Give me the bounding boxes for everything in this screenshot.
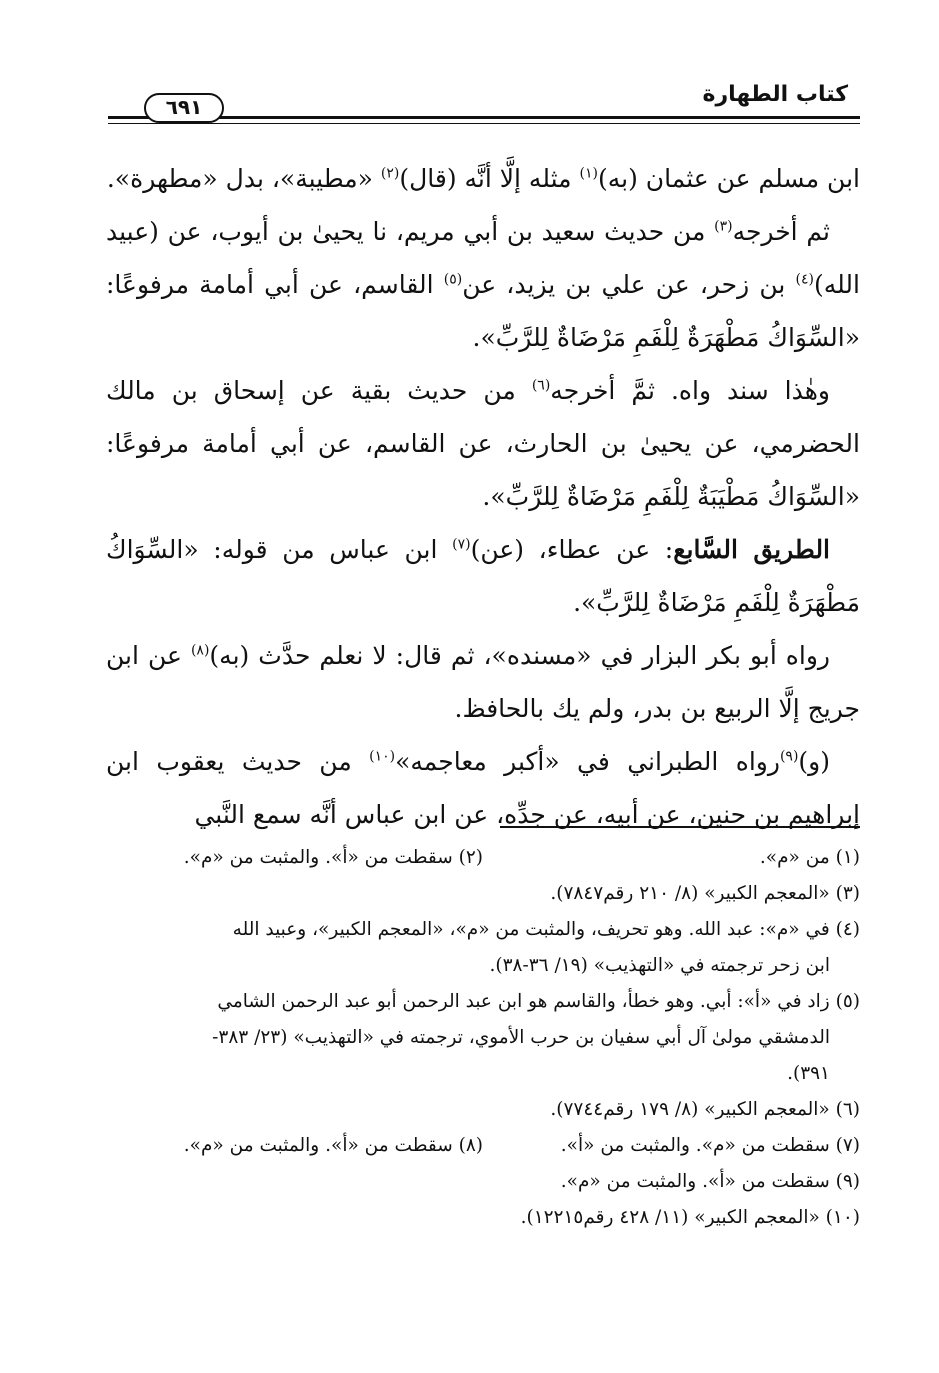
text-span: عن ابن جريج إلَّا الربيع بن بدر، ولم يك بالحافظ. [106,641,860,723]
footnote-9: (٩) سقطت من «أ». والمثبت من «م». [560,1171,860,1192]
footnote-ref: (١) [579,165,598,182]
text-span: رواه الطبراني في «أكبر معاجمه» [395,747,780,776]
footnote-ref: (٤) [795,271,814,288]
text-span: بن زحر، عن علي بن يزيد، عن [462,270,796,299]
page-number: ٦٩١ [144,93,224,123]
text-span: من حديث بقية عن إسحاق بن مالك الحضرمي، عن يحيىٰ بن الحارث، عن القاسم، عن أبي أمامة مرفوعًا: «السِّوَاكُ مَطْيَبَةٌ لِلْفَمِ مَرْضَاةٌ لِلرَّبِّ». [106,376,860,511]
text-span: ثم أخرجه [732,217,830,246]
footnote-ref: (٣) [714,218,733,235]
footnote-row [106,840,860,876]
text-span: ابن عباس من قوله: «السِّوَاكُ مَطْهَرَةٌ لِلْفَمِ مَرْضَاةٌ لِلرَّبِّ». [106,535,860,617]
footnote-10: (١٠) «المعجم الكبير» (١١/ ٤٢٨ رقم١٢٢١٥). [520,1207,860,1228]
section-heading: الطريق السَّابع [673,535,831,564]
footnote-divider [500,826,860,828]
footnote-ref: (٢) [380,165,400,182]
footnote-ref: (٦) [531,377,551,394]
footnote-2: (٢) سقطت من «أ». والمثبت من «م». [183,847,483,868]
paragraph-4 [106,523,860,629]
text-span: رواه أبو بكر البزار في «مسنده»، ثم قال: لا نعلم حدَّث (به) [209,641,830,670]
footnote-5-end: ٣٩١). [787,1063,830,1084]
book-title: كتاب الطهارة [702,82,848,107]
text-span: ابن مسلم عن عثمان (به) [597,164,860,193]
footnote-7: (٧) سقطت من «م». والمثبت من «أ». [560,1135,860,1156]
paragraph-1 [106,152,860,205]
text-span: (و) [798,747,830,776]
text-span: من حديث يعقوب ابن إبراهيم بن حنين، عن أبيه، عن جدِّه، عن ابن عباس أنَّه سمع النَّبي [106,747,860,829]
text-span: مثله إلَّا أنَّه (قال) [399,164,580,193]
header-rule-thin [108,123,860,124]
text-span: القاسم، عن أبي أمامة مرفوعًا: «السِّوَاكُ مَطْهَرَةٌ لِلْفَمِ مَرْضَاةٌ لِلرَّبِّ». [106,270,860,352]
footnote-ref: (٥) [443,271,463,288]
paragraph-5 [106,629,860,735]
footnotes [106,840,860,1236]
text-span: من حديث سعيد بن أبي مريم، نا يحيىٰ بن أيوب، عن (عبيد الله) [106,217,860,299]
footnote-4-cont: ابن زحر ترجمته في «التهذيب» (١٩/ ٣٦-٣٨). [489,955,830,976]
footnote-ref: (٨) [190,642,210,659]
text-span: : عن عطاء، (عن) [470,535,674,564]
text-span: «مطيبة»، بدل «مطهرة». [106,164,381,193]
footnote-6: (٦) «المعجم الكبير» (٨/ ١٧٩ رقم٧٧٤٤). [550,1099,860,1120]
footnote-ref: (١٠) [369,748,396,765]
paragraph-3 [106,364,860,523]
footnote-row [106,1128,860,1164]
text-span: وهٰذا سند واه. ثمَّ أخرجه [550,376,830,405]
footnote-4: (٤) في «م»: عبد الله. وهو تحريف، والمثبت من «م»، «المعجم الكبير»، وعبيد الله [232,919,860,940]
paragraph-2 [106,205,860,364]
footnote-5: (٥) زاد في «أ»: أبي. وهو خطأ، والقاسم هو ابن عبد الرحمن أبو عبد الرحمن الشامي [217,991,860,1012]
footnote-ref: (٩) [779,748,799,765]
footnote-ref: (٧) [452,536,471,553]
main-text [106,152,860,841]
footnote-1: (١) من «م». [759,847,860,868]
footnote-5-cont: الدمشقي مولىٰ آل أبي سفيان بن حرب الأموي، ترجمته في «التهذيب» (٢٣/ ٣٨٣- [212,1027,830,1048]
page-header [108,82,860,132]
footnote-3: (٣) «المعجم الكبير» (٨/ ٢١٠ رقم٧٨٤٧). [550,883,860,904]
footnote-8: (٨) سقطت من «أ». والمثبت من «م». [183,1135,483,1156]
